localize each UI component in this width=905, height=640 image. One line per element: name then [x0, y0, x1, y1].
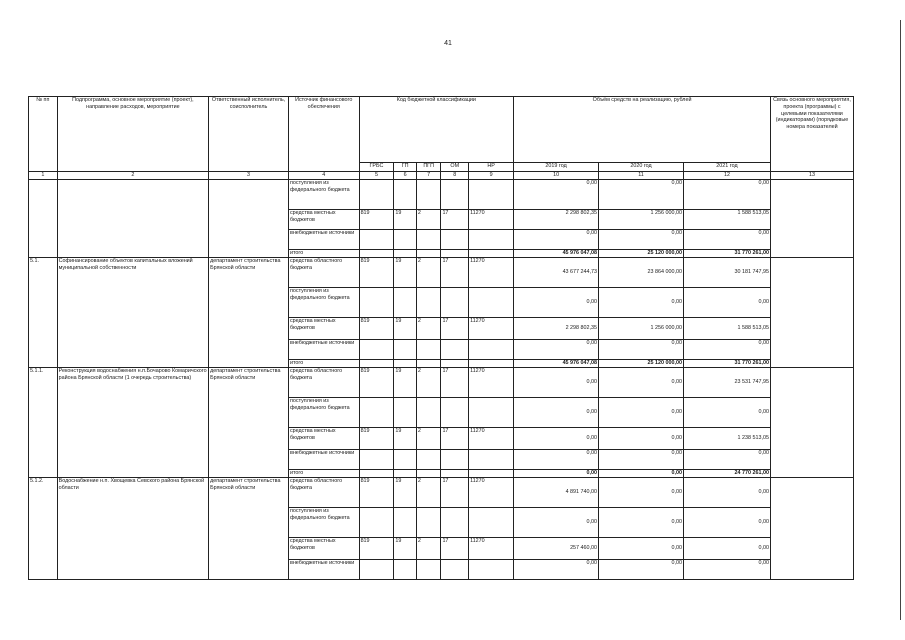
om-cell: 17 — [441, 477, 469, 507]
source-cell: итого — [288, 249, 359, 257]
om-cell: 17 — [441, 367, 469, 397]
amount-2019: 2 298 802,35 — [514, 209, 599, 229]
amount-2020: 0,00 — [599, 427, 684, 449]
column-number: 2 — [57, 172, 208, 180]
column-number: 11 — [599, 172, 684, 180]
source-cell: средства областного бюджета — [288, 367, 359, 397]
column-number: 13 — [771, 172, 854, 180]
gp-cell: 19 — [394, 317, 417, 339]
empty-cell — [57, 179, 208, 257]
item-number: 5.1.2. — [29, 477, 58, 579]
amount-2021: 1 588 513,05 — [683, 209, 770, 229]
nr-cell: 11270 — [469, 317, 514, 339]
amount-2019: 257 460,00 — [514, 537, 599, 559]
source-cell: средства местных бюджетов — [288, 209, 359, 229]
pgp-cell: 2 — [416, 257, 441, 287]
header-row — [29, 97, 854, 163]
gp-cell: 19 — [394, 427, 417, 449]
amount-2021: 1 588 513,05 — [683, 317, 770, 339]
column-number: 8 — [441, 172, 469, 180]
amount-2020: 1 256 000,00 — [599, 317, 684, 339]
amount-2021: 23 531 747,95 — [683, 367, 770, 397]
total-2021: 31 770 261,00 — [683, 359, 770, 367]
item-number: 5.1. — [29, 257, 58, 367]
pgp-cell: 2 — [416, 537, 441, 559]
header-grbs: ГРБС — [359, 163, 394, 172]
amount-2019: 0,00 — [514, 287, 599, 317]
amount-2019: 0,00 — [514, 427, 599, 449]
total-2021: 24 770 261,00 — [683, 469, 770, 477]
amount-2019: 0,00 — [514, 507, 599, 537]
grbs-cell: 819 — [359, 257, 394, 287]
pgp-cell: 2 — [416, 209, 441, 229]
header-budget-code: Код бюджетной классификации — [359, 97, 514, 163]
amount-2020: 0,00 — [599, 449, 684, 469]
source-cell: внебюджетные источники — [288, 229, 359, 249]
amount-2020: 0,00 — [599, 339, 684, 359]
amount-2020: 0,00 — [599, 367, 684, 397]
amount-2021: 0,00 — [683, 339, 770, 359]
column-number: 4 — [288, 172, 359, 180]
header-col-link: Связь основного мероприятия, проекта (программы) с целевыми показателями (индикаторами) (порядковые номера показателей — [771, 97, 854, 172]
gp-cell: 19 — [394, 257, 417, 287]
amount-2020: 0,00 — [599, 179, 684, 209]
gp-cell: 19 — [394, 537, 417, 559]
amount-2021: 0,00 — [683, 397, 770, 427]
link-cell — [771, 179, 854, 257]
column-number-row — [29, 172, 854, 180]
amount-2020: 0,00 — [599, 397, 684, 427]
column-number: 6 — [394, 172, 417, 180]
grbs-cell: 819 — [359, 317, 394, 339]
gp-cell: 19 — [394, 367, 417, 397]
om-cell: 17 — [441, 209, 469, 229]
nr-cell: 11270 — [469, 367, 514, 397]
amount-2021: 0,00 — [683, 477, 770, 507]
gp-cell: 19 — [394, 477, 417, 507]
om-cell: 17 — [441, 537, 469, 559]
empty-cell — [209, 179, 289, 257]
nr-cell: 11270 — [469, 209, 514, 229]
source-cell: средства местных бюджетов — [288, 427, 359, 449]
item-name: Реконструкция водоснабжения н.п.Бочарово Комаричского района Брянской области (1 очередь строительства) — [57, 367, 208, 477]
om-cell: 17 — [441, 317, 469, 339]
amount-2020: 0,00 — [599, 507, 684, 537]
amount-2019: 0,00 — [514, 179, 599, 209]
amount-2020: 23 864 000,00 — [599, 257, 684, 287]
source-cell: поступления из федерального бюджета — [288, 287, 359, 317]
nr-cell: 11270 — [469, 537, 514, 559]
om-cell: 17 — [441, 257, 469, 287]
header-col-number: № пп — [29, 97, 58, 172]
grbs-cell: 819 — [359, 537, 394, 559]
table-row — [29, 367, 854, 397]
link-cell — [771, 367, 854, 477]
source-cell: итого — [288, 359, 359, 367]
page-number: 41 — [444, 40, 452, 47]
column-number: 7 — [416, 172, 441, 180]
source-cell: внебюджетные источники — [288, 449, 359, 469]
column-number: 10 — [514, 172, 599, 180]
amount-2019: 2 298 802,35 — [514, 317, 599, 339]
pgp-cell: 2 — [416, 367, 441, 397]
budget-table — [28, 96, 854, 580]
nr-cell: 11270 — [469, 427, 514, 449]
grbs-cell: 819 — [359, 367, 394, 397]
amount-2020: 0,00 — [599, 537, 684, 559]
item-name: Водоснабжение н.п. Хвощевка Севского района Брянской области — [57, 477, 208, 579]
table-row — [29, 257, 854, 287]
column-number: 9 — [469, 172, 514, 180]
header-gp: ГП — [394, 163, 417, 172]
amount-2019: 0,00 — [514, 397, 599, 427]
amount-2020: 1 256 000,00 — [599, 209, 684, 229]
item-responsible: департамент строительства Брянской области — [209, 257, 289, 367]
total-2020: 25 120 000,00 — [599, 249, 684, 257]
pgp-cell: 2 — [416, 317, 441, 339]
item-name: Софинансирование объектов капитальных вложений муниципальной собственности — [57, 257, 208, 367]
total-2020: 25 120 000,00 — [599, 359, 684, 367]
header-om: ОМ — [441, 163, 469, 172]
total-2019: 0,00 — [514, 469, 599, 477]
column-number: 1 — [29, 172, 58, 180]
header-nr: НР — [469, 163, 514, 172]
amount-2021: 0,00 — [683, 287, 770, 317]
empty-cell — [29, 179, 58, 257]
amount-2020: 0,00 — [599, 287, 684, 317]
source-cell: поступления из федерального бюджета — [288, 397, 359, 427]
header-col-source: Источник финансового обеспечения — [288, 97, 359, 172]
grbs-cell: 819 — [359, 427, 394, 449]
column-number: 5 — [359, 172, 394, 180]
column-number: 12 — [683, 172, 770, 180]
amount-2019: 0,00 — [514, 339, 599, 359]
amount-2021: 0,00 — [683, 559, 770, 579]
link-cell — [771, 477, 854, 579]
amount-2021: 0,00 — [683, 537, 770, 559]
amount-2021: 0,00 — [683, 179, 770, 209]
source-cell: средства областного бюджета — [288, 257, 359, 287]
amount-2019: 43 677 244,73 — [514, 257, 599, 287]
amount-2020: 0,00 — [599, 229, 684, 249]
nr-cell: 11270 — [469, 477, 514, 507]
column-number: 3 — [209, 172, 289, 180]
header-pgp: ПГП — [416, 163, 441, 172]
amount-2021: 0,00 — [683, 507, 770, 537]
amount-2019: 0,00 — [514, 449, 599, 469]
header-volume: Объём средств на реализацию, рублей — [514, 97, 771, 163]
amount-2020: 0,00 — [599, 559, 684, 579]
gp-cell: 19 — [394, 209, 417, 229]
source-cell: средства местных бюджетов — [288, 537, 359, 559]
table-row — [29, 477, 854, 507]
source-cell: средства местных бюджетов — [288, 317, 359, 339]
table-row — [29, 179, 854, 209]
source-cell: поступления из федерального бюджета — [288, 179, 359, 209]
scan-edge-line — [900, 20, 901, 620]
pgp-cell: 2 — [416, 477, 441, 507]
amount-2020: 0,00 — [599, 477, 684, 507]
total-2021: 31 770 261,00 — [683, 249, 770, 257]
source-cell: итого — [288, 469, 359, 477]
header-col-program: Подпрограмма, основное мероприятие (проект), направление расходов, мероприятие — [57, 97, 208, 172]
amount-2021: 0,00 — [683, 229, 770, 249]
item-responsible: департамент строительства Брянской области — [209, 367, 289, 477]
header-2020: 2020 год — [599, 163, 684, 172]
header-2019: 2019 год — [514, 163, 599, 172]
amount-2021: 0,00 — [683, 449, 770, 469]
item-responsible: департамент строительства Брянской области — [209, 477, 289, 579]
amount-2019: 4 891 740,00 — [514, 477, 599, 507]
amount-2021: 30 181 747,95 — [683, 257, 770, 287]
om-cell: 17 — [441, 427, 469, 449]
source-cell: внебюджетные источники — [288, 559, 359, 579]
amount-2021: 1 238 513,05 — [683, 427, 770, 449]
total-2020: 0,00 — [599, 469, 684, 477]
grbs-cell: 819 — [359, 209, 394, 229]
total-2019: 45 976 047,08 — [514, 359, 599, 367]
grbs-cell: 819 — [359, 477, 394, 507]
header-2021: 2021 год — [683, 163, 770, 172]
amount-2019: 0,00 — [514, 367, 599, 397]
item-number: 5.1.1. — [29, 367, 58, 477]
header-col-responsible: Ответственный исполнитель, соисполнитель — [209, 97, 289, 172]
nr-cell: 11270 — [469, 257, 514, 287]
source-cell: поступления из федерального бюджета — [288, 507, 359, 537]
link-cell — [771, 257, 854, 367]
source-cell: средства областного бюджета — [288, 477, 359, 507]
pgp-cell: 2 — [416, 427, 441, 449]
total-2019: 45 976 047,08 — [514, 249, 599, 257]
amount-2019: 0,00 — [514, 559, 599, 579]
source-cell: внебюджетные источники — [288, 339, 359, 359]
amount-2019: 0,00 — [514, 229, 599, 249]
